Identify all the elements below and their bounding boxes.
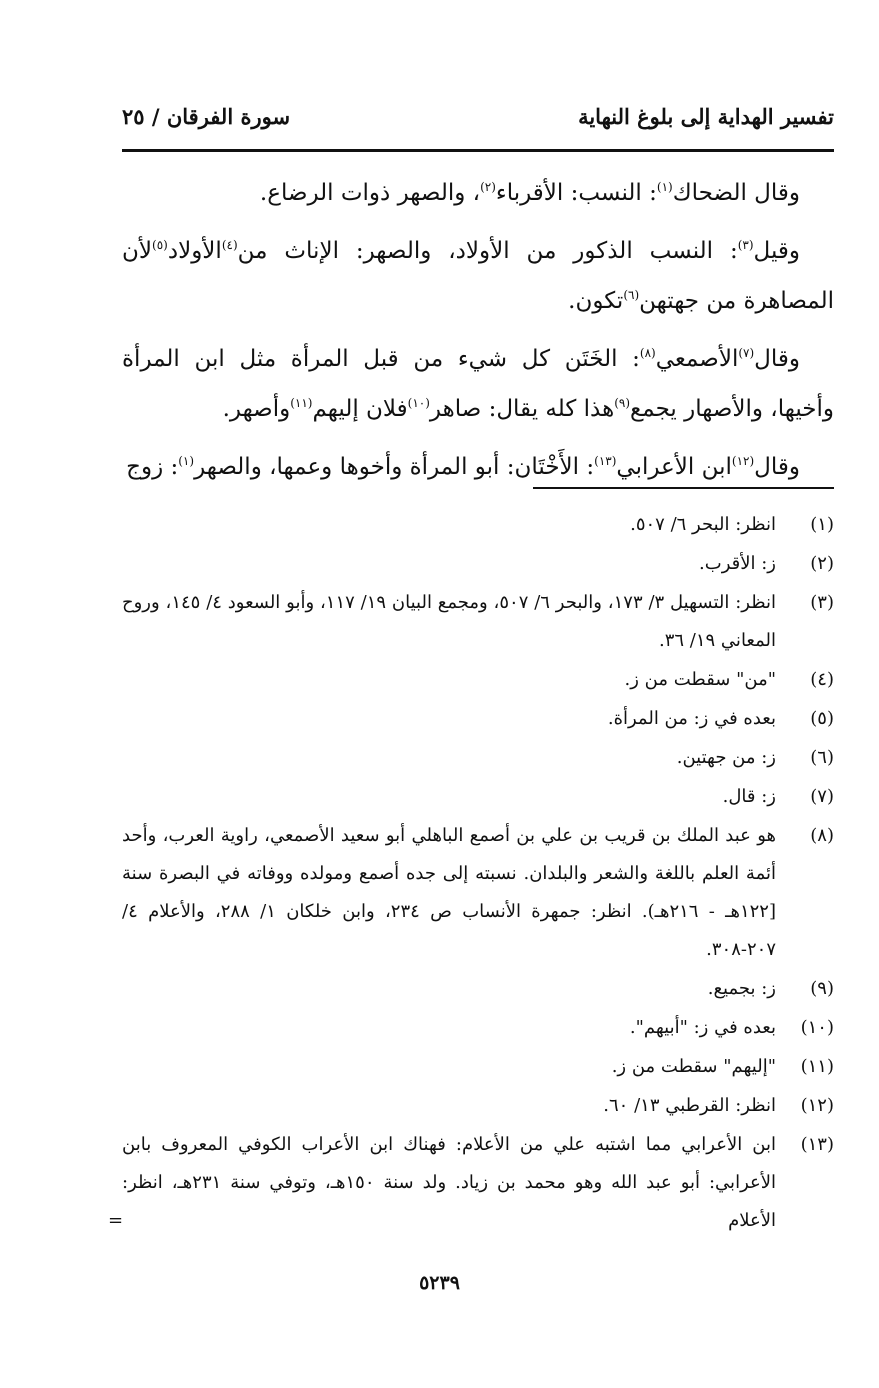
footnote-number: (٣) [810, 592, 834, 613]
footnote-13 [108, 1126, 834, 1240]
footnotes-list [108, 506, 834, 1241]
footnote-number: (١٠) [800, 1017, 834, 1038]
footnote-number: (٨) [810, 825, 834, 846]
text-run: : زوج [126, 454, 179, 480]
footnote-ref[interactable]: (٨) [639, 346, 656, 360]
footnote-4 [122, 661, 834, 699]
page-header [122, 104, 834, 144]
footnote-ref[interactable]: (١٢) [731, 454, 755, 468]
text-run: فلان إليهم [312, 396, 408, 422]
footnote-text: هو عبد الملك بن قريب بن علي بن أصمع الباهلي أبو سعيد الأصمعي، راوية العرب، وأحد أئمة العلم باللغة والشعر والبلدان. نسبته إلى جده أصمع ومولده ووفاته في البصرة سنة [١٢٢هـ - ٢١٦هـ). انظر: جمهرة الأنساب ص ٢٣٤، وابن خلكان ١/ ٢٨٨، والأعلام ٤/ ٢٠٧-٣٠٨. [122, 825, 776, 960]
footnote-number: (١) [810, 514, 834, 535]
text-run: ، والصهر ذوات الرضاع. [259, 180, 481, 206]
footnote-text: ز: من جهتين. [676, 747, 776, 768]
footnote-text: بعده في ز: من المرأة. [607, 708, 776, 729]
text-run: ابن الأعرابي [616, 454, 732, 480]
footnote-text: "من" سقطت من ز. [624, 669, 776, 690]
footnote-12 [122, 1087, 834, 1125]
footnote-text: "إليهم" سقطت من ز. [611, 1056, 776, 1077]
footnote-ref[interactable]: (١١) [290, 396, 313, 410]
footnote-text: ابن الأعرابي مما اشتبه علي من الأعلام: فهناك ابن الأعراب الكوفي المعروف بابن الأعرابي: أبو عبد الله وهو محمد بن زياد. ولد سنة ١٥٠هـ، وتوفي سنة ٢٣١هـ، انظر: الأعلام [122, 1134, 777, 1231]
footnote-text: ز: الأقرب. [699, 553, 776, 574]
footnote-number: (٧) [810, 786, 834, 807]
footnote-number: (١١) [800, 1056, 834, 1077]
footnote-8 [122, 817, 834, 969]
text-run: لأن المصاهرة من جهتهن [122, 238, 834, 314]
footnote-ref[interactable]: (٣) [737, 238, 754, 252]
text-run: : النسب الذكور من الأولاد، والصهر: الإناث من [237, 238, 738, 264]
footnote-text: انظر: البحر ٦/ ٥٠٧. [630, 514, 776, 535]
footnote-number: (٦) [810, 747, 834, 768]
paragraph-4 [122, 442, 834, 492]
footnote-divider [533, 487, 834, 489]
text-run: وأصهر. [222, 396, 291, 422]
footnote-ref[interactable]: (٢) [480, 180, 496, 194]
footnote-ref[interactable]: (١٠) [407, 396, 430, 410]
text-run: : الخَتَن كل شيء من قبل المرأة مثل ابن المرأة وأخيها، والأصهار يجمع [122, 346, 834, 422]
footnote-7 [122, 778, 834, 816]
footnote-number: (٤) [810, 669, 834, 690]
footnote-10 [122, 1009, 834, 1047]
text-run: : النسب: الأقرباء [495, 180, 657, 206]
text-run: تكون. [568, 288, 624, 314]
text-run: الأولاد [167, 238, 222, 264]
paragraph-3 [122, 334, 834, 434]
header-divider [122, 149, 834, 152]
footnote-2 [122, 545, 834, 583]
paragraph-1 [122, 168, 834, 218]
footnote-1 [122, 506, 834, 544]
footnote-ref[interactable]: (٤) [221, 238, 238, 252]
book-title: تفسير الهداية إلى بلوغ النهاية [578, 104, 834, 129]
continuation-mark: = [108, 1210, 124, 1231]
page-number: ٥٢٣٩ [419, 1272, 460, 1294]
footnote-11 [122, 1048, 834, 1086]
footnote-ref[interactable]: (٩) [614, 396, 631, 410]
text-run: وقال [754, 454, 800, 480]
text-run: الأصمعي [655, 346, 739, 372]
footnote-5 [122, 700, 834, 738]
footnote-number: (١٢) [800, 1095, 834, 1116]
footnote-9 [122, 970, 834, 1008]
footnote-ref[interactable]: (١) [178, 454, 195, 468]
footnote-ref[interactable]: (٥) [152, 238, 168, 252]
surah-title: سورة الفرقان / ٢٥ [122, 104, 291, 129]
footnote-ref[interactable]: (٦) [623, 288, 640, 302]
paragraph-2 [122, 226, 834, 326]
footnote-ref[interactable]: (١) [656, 180, 673, 194]
footnote-text: ز: بجميع. [707, 978, 776, 999]
footnote-6 [122, 739, 834, 777]
footnote-ref[interactable]: (٧) [738, 346, 755, 360]
footnote-number: (٩) [810, 978, 834, 999]
footnote-text: بعده في ز: "أبيهم". [629, 1017, 776, 1038]
footnote-text: ز: قال. [722, 786, 776, 807]
text-run: هذا كله يقال: صاهر [429, 396, 615, 422]
footnote-text: انظر: التسهيل ٣/ ١٧٣، والبحر ٦/ ٥٠٧، ومجمع البيان ١٩/ ١١٧، وأبو السعود ٤/ ١٤٥، وروح المعاني ١٩/ ٣٦. [122, 592, 776, 651]
text-run: وقيل [753, 238, 800, 264]
footnote-text: انظر: القرطبي ١٣/ ٦٠. [603, 1095, 776, 1116]
text-run: : الأَخْتَان: أبو المرأة وأخوها وعمها، والصهر [194, 454, 595, 480]
footnote-number: (١٣) [800, 1134, 834, 1155]
text-run: وقال [754, 346, 800, 372]
footnote-number: (٥) [810, 708, 834, 729]
footnote-number: (٢) [810, 553, 834, 574]
footnote-3 [122, 584, 834, 660]
main-text [122, 168, 834, 500]
footnote-ref[interactable]: (١٣) [594, 454, 617, 468]
text-run: وقال الضحاك [672, 180, 800, 206]
